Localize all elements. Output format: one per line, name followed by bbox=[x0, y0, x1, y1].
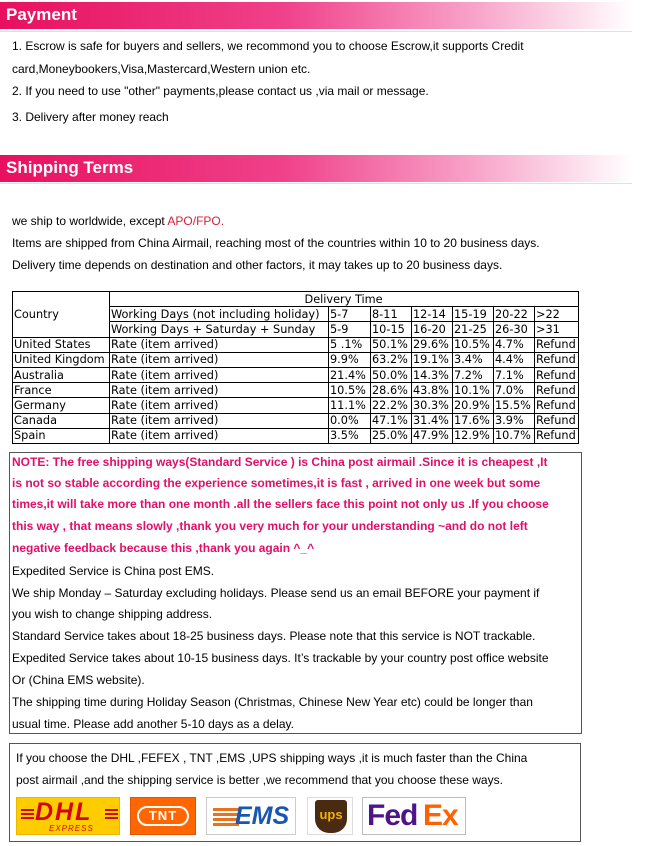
rate-cell: 11.1% bbox=[329, 398, 371, 413]
rate-cell: 10.7% bbox=[494, 428, 535, 443]
rate-cell: 31.4% bbox=[412, 413, 453, 428]
rate-label: Rate (item arrived) bbox=[110, 398, 329, 413]
rate-cell: 3.4% bbox=[453, 352, 494, 367]
tnt-wordmark: TNT bbox=[137, 806, 189, 826]
rate-cell: 43.8% bbox=[412, 383, 453, 398]
country-name: Australia bbox=[13, 367, 110, 382]
table-row bbox=[13, 398, 579, 413]
note-line-1: NOTE: The free shipping ways(Standard Service ) is China post airmail .Since it is cheapest ,It bbox=[12, 455, 548, 469]
rate-cell: 47.1% bbox=[371, 413, 412, 428]
rate-cell: 7.1% bbox=[494, 367, 535, 382]
rate-cell: 10.5% bbox=[453, 337, 494, 352]
working-cell: 12-14 bbox=[412, 307, 453, 322]
fedex-logo bbox=[362, 797, 466, 835]
rate-cell: 30.3% bbox=[412, 398, 453, 413]
rate-cell: 3.5% bbox=[329, 428, 371, 443]
rate-cell: Refund bbox=[535, 383, 579, 398]
shipping-banner bbox=[0, 155, 632, 182]
rate-cell: 47.9% bbox=[412, 428, 453, 443]
rate-label: Rate (item arrived) bbox=[110, 413, 329, 428]
note-line-3: times,it will take more than one month .all the sellers face this point not only us .If you choose bbox=[12, 497, 549, 511]
express-line-1: If you choose the DHL ,FEFEX , TNT ,EMS ,UPS shipping ways ,it is much faster than the China bbox=[16, 751, 528, 765]
shipping-title: Shipping Terms bbox=[6, 158, 134, 177]
header-spacer bbox=[110, 292, 329, 307]
rate-cell: 0.0% bbox=[329, 413, 371, 428]
rate-label: Rate (item arrived) bbox=[110, 428, 329, 443]
rate-cell: 4.4% bbox=[494, 352, 535, 367]
table-row bbox=[13, 352, 579, 367]
saturday-cell: 5-9 bbox=[329, 322, 371, 337]
delivery-time-label: Delivery Time bbox=[304, 292, 383, 306]
dhl-logo bbox=[16, 797, 120, 835]
note-body-4: Standard Service takes about 18-25 business days. Please note that this service is NOT trackable. bbox=[12, 629, 536, 643]
working-cell: >22 bbox=[535, 307, 579, 322]
rate-cell: 29.6% bbox=[412, 337, 453, 352]
rate-cell: 28.6% bbox=[371, 383, 412, 398]
table-header-row bbox=[13, 292, 579, 307]
ups-logo bbox=[307, 797, 353, 835]
working-cell: 15-19 bbox=[453, 307, 494, 322]
working-cell: 5-7 bbox=[329, 307, 371, 322]
table-row bbox=[13, 413, 579, 428]
dhl-stripes-right bbox=[105, 809, 118, 811]
shipping-intro bbox=[12, 214, 224, 228]
shipping-intro-text: we ship to worldwide, except bbox=[12, 214, 168, 228]
note-line-4: this way , that means slowly ,thank you very much for your understanding ~and do not left bbox=[12, 519, 528, 533]
table-row bbox=[13, 428, 579, 443]
rate-cell: 3.9% bbox=[494, 413, 535, 428]
rate-cell: 10.1% bbox=[453, 383, 494, 398]
note-body-8: usual time. Please add another 5-10 days as a delay. bbox=[12, 717, 294, 731]
note-body-3: you wish to change shipping address. bbox=[12, 607, 213, 621]
note-body-5: Expedited Service takes about 10-15 business days. It’s trackable by your country post office website bbox=[12, 651, 549, 665]
ups-wordmark: ups bbox=[319, 807, 343, 822]
payment-line-2: card,Moneybookers,Visa,Mastercard,Western union etc. bbox=[12, 62, 311, 76]
table-row bbox=[13, 367, 579, 382]
express-line-2: post airmail ,and the shipping service is better ,we recommend that you choose these ways. bbox=[16, 773, 503, 787]
rate-label: Rate (item arrived) bbox=[110, 383, 329, 398]
saturday-cell: 26-30 bbox=[494, 322, 535, 337]
rate-cell: Refund bbox=[535, 428, 579, 443]
dhl-express-label: EXPRESS bbox=[49, 824, 94, 833]
saturday-cell: 21-25 bbox=[453, 322, 494, 337]
note-line-5: negative feedback because this ,thank you again ^_^ bbox=[12, 541, 315, 555]
country-header: Country bbox=[13, 292, 110, 338]
rate-cell: Refund bbox=[535, 367, 579, 382]
rate-cell: 19.1% bbox=[412, 352, 453, 367]
rate-cell: 14.3% bbox=[412, 367, 453, 382]
fedex-ex: Ex bbox=[423, 799, 458, 832]
rate-cell: 12.9% bbox=[453, 428, 494, 443]
rate-cell: 10.5% bbox=[329, 383, 371, 398]
country-name: United Kingdom bbox=[13, 352, 110, 367]
country-name: United States bbox=[13, 337, 110, 352]
rate-cell: 21.4% bbox=[329, 367, 371, 382]
rate-cell: Refund bbox=[535, 398, 579, 413]
payment-line-4: 3. Delivery after money reach bbox=[12, 110, 169, 124]
rate-cell: Refund bbox=[535, 337, 579, 352]
payment-banner bbox=[0, 2, 632, 29]
country-name: Germany bbox=[13, 398, 110, 413]
rate-cell: 7.2% bbox=[453, 367, 494, 382]
delivery-time-header bbox=[304, 292, 579, 307]
rate-label: Rate (item arrived) bbox=[110, 352, 329, 367]
rate-cell: 20.9% bbox=[453, 398, 494, 413]
rate-cell: Refund bbox=[535, 352, 579, 367]
ems-wordmark: EMS bbox=[235, 802, 290, 830]
saturday-cell: 10-15 bbox=[371, 322, 412, 337]
apo-fpo-highlight: APO/FPO. bbox=[167, 214, 225, 228]
rate-cell: Refund bbox=[535, 413, 579, 428]
working-days-label: Working Days (not including holiday) bbox=[110, 307, 329, 322]
table-row bbox=[13, 337, 579, 352]
payment-line-3: 2. If you need to use "other" payments,please contact us ,via mail or message. bbox=[12, 84, 429, 98]
saturday-cell: >31 bbox=[535, 322, 579, 337]
rate-cell: 17.6% bbox=[453, 413, 494, 428]
country-name: Spain bbox=[13, 428, 110, 443]
fedex-fed: Fed bbox=[367, 799, 418, 832]
payment-line-1: 1. Escrow is safe for buyers and sellers, we recommond you to choose Escrow,it supports Credit bbox=[12, 39, 524, 53]
saturday-label: Working Days + Saturday + Sunday bbox=[110, 322, 329, 337]
delivery-time-table bbox=[12, 291, 579, 444]
rate-label: Rate (item arrived) bbox=[110, 337, 329, 352]
note-body-6: Or (China EMS website). bbox=[12, 673, 145, 687]
note-line-2: is not so stable according the experience sometimes,it is fast , arrived in one week but some bbox=[12, 476, 541, 490]
ems-logo bbox=[206, 797, 296, 835]
dhl-wordmark: DHL bbox=[35, 798, 93, 826]
table-row bbox=[13, 383, 579, 398]
rate-cell: 50.0% bbox=[371, 367, 412, 382]
working-cell: 20-22 bbox=[494, 307, 535, 322]
note-body-7: The shipping time during Holiday Season (Christmas, Chinese New Year etc) could be longer than bbox=[12, 695, 533, 709]
shipping-line-2: Items are shipped from China Airmail, reaching most of the countries within 10 to 20 business days. bbox=[12, 236, 540, 250]
ups-shield bbox=[315, 800, 347, 833]
working-cell: 8-11 bbox=[371, 307, 412, 322]
rate-cell: 25.0% bbox=[371, 428, 412, 443]
saturday-cell: 16-20 bbox=[412, 322, 453, 337]
shipping-line-3: Delivery time depends on destination and other factors, it may takes up to 20 business days. bbox=[12, 258, 503, 272]
rate-cell: 22.2% bbox=[371, 398, 412, 413]
payment-title: Payment bbox=[6, 5, 77, 24]
rate-cell: 7.0% bbox=[494, 383, 535, 398]
tnt-logo bbox=[130, 797, 196, 835]
rate-cell: 4.7% bbox=[494, 337, 535, 352]
country-name: France bbox=[13, 383, 110, 398]
note-body-1: Expedited Service is China post EMS. bbox=[12, 564, 215, 578]
country-name: Canada bbox=[13, 413, 110, 428]
rate-cell: 9.9% bbox=[329, 352, 371, 367]
rate-cell: 63.2% bbox=[371, 352, 412, 367]
rate-cell: 15.5% bbox=[494, 398, 535, 413]
rate-cell: 50.1% bbox=[371, 337, 412, 352]
rate-cell: 5 .1% bbox=[329, 337, 371, 352]
rate-label: Rate (item arrived) bbox=[110, 367, 329, 382]
dhl-stripes bbox=[21, 809, 34, 811]
note-body-2: We ship Monday – Saturday excluding holidays. Please send us an email BEFORE your payment if bbox=[12, 586, 540, 600]
payment-divider bbox=[0, 31, 632, 32]
shipping-divider bbox=[0, 183, 632, 184]
